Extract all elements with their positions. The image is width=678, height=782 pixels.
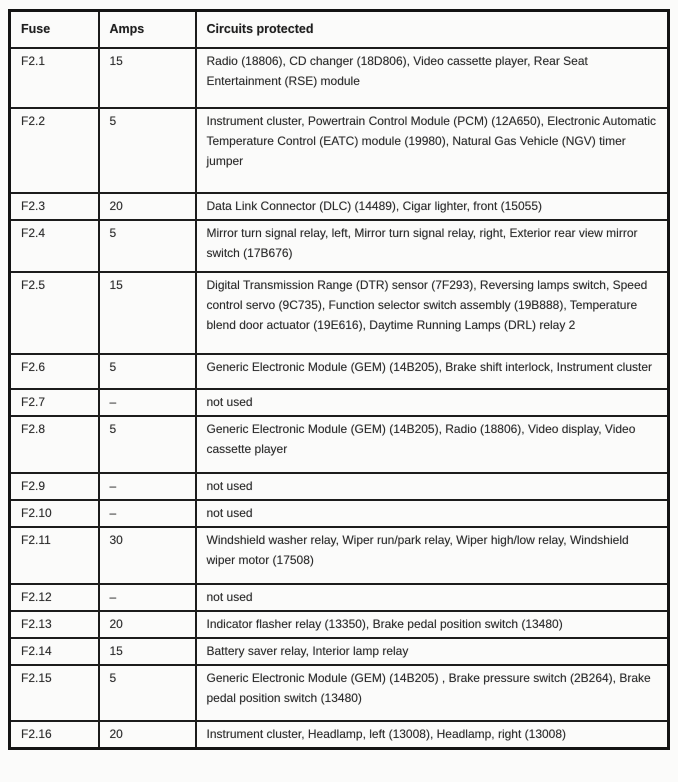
circuits-cell: Digital Transmission Range (DTR) sensor (7F293), Reversing lamps switch, Speed control servo (9C735), Function selector switch assembly (19B888), Temperature blend door actuator (19E616), Daytime Running Lamps (DRL) relay 2 (196, 272, 669, 354)
amps-cell: 5 (99, 416, 196, 473)
circuits-cell: Generic Electronic Module (GEM) (14B205), Brake shift interlock, Instrument cluster (196, 354, 669, 389)
circuits-cell: Windshield washer relay, Wiper run/park relay, Wiper high/low relay, Windshield wiper motor (17508) (196, 527, 669, 584)
table-row (10, 611, 669, 638)
amps-cell: 15 (99, 48, 196, 108)
fuse-cell: F2.14 (10, 638, 99, 665)
fuse-cell: F2.5 (10, 272, 99, 354)
fuse-cell: F2.13 (10, 611, 99, 638)
circuits-cell: Generic Electronic Module (GEM) (14B205) , Brake pressure switch (2B264), Brake pedal position switch (13480) (196, 665, 669, 721)
fuse-cell: F2.10 (10, 500, 99, 527)
fuse-cell: F2.9 (10, 473, 99, 500)
table-row (10, 638, 669, 665)
fuse-cell: F2.11 (10, 527, 99, 584)
circuits-cell: not used (196, 584, 669, 611)
table-row (10, 220, 669, 272)
fuse-cell: F2.3 (10, 193, 99, 220)
amps-cell: 5 (99, 220, 196, 272)
circuits-cell: Mirror turn signal relay, left, Mirror turn signal relay, right, Exterior rear view mirror switch (17B676) (196, 220, 669, 272)
amps-cell: – (99, 500, 196, 527)
circuits-cell: not used (196, 389, 669, 416)
table-row (10, 354, 669, 389)
amps-cell: 15 (99, 638, 196, 665)
circuits-cell: Instrument cluster, Powertrain Control Module (PCM) (12A650), Electronic Automatic Temperature Control (EATC) module (19980), Natural Gas Vehicle (NGV) timer jumper (196, 108, 669, 193)
table-row (10, 193, 669, 220)
fuse-cell: F2.1 (10, 48, 99, 108)
table-row (10, 500, 669, 527)
amps-cell: 5 (99, 665, 196, 721)
amps-cell: 5 (99, 354, 196, 389)
fuse-cell: F2.7 (10, 389, 99, 416)
amps-cell: 20 (99, 193, 196, 220)
circuits-cell: Data Link Connector (DLC) (14489), Cigar lighter, front (15055) (196, 193, 669, 220)
circuits-cell: Indicator flasher relay (13350), Brake pedal position switch (13480) (196, 611, 669, 638)
col-header-amps: Amps (99, 11, 196, 49)
table-row (10, 272, 669, 354)
table-row (10, 416, 669, 473)
fuse-table-body (10, 48, 669, 749)
circuits-cell: Generic Electronic Module (GEM) (14B205), Radio (18806), Video display, Video cassette player (196, 416, 669, 473)
table-row (10, 473, 669, 500)
table-row (10, 527, 669, 584)
fuse-cell: F2.16 (10, 721, 99, 749)
fuse-cell: F2.12 (10, 584, 99, 611)
circuits-cell: not used (196, 473, 669, 500)
amps-cell: 5 (99, 108, 196, 193)
col-header-circuits: Circuits protected (196, 11, 669, 49)
fuse-cell: F2.15 (10, 665, 99, 721)
table-row (10, 721, 669, 749)
col-header-fuse: Fuse (10, 11, 99, 49)
table-row (10, 48, 669, 108)
circuits-cell: Radio (18806), CD changer (18D806), Video cassette player, Rear Seat Entertainment (RSE) module (196, 48, 669, 108)
amps-cell: – (99, 389, 196, 416)
fuse-cell: F2.4 (10, 220, 99, 272)
amps-cell: – (99, 473, 196, 500)
fuse-table (8, 9, 670, 750)
fuse-cell: F2.8 (10, 416, 99, 473)
circuits-cell: Instrument cluster, Headlamp, left (13008), Headlamp, right (13008) (196, 721, 669, 749)
circuits-cell: Battery saver relay, Interior lamp relay (196, 638, 669, 665)
fuse-cell: F2.6 (10, 354, 99, 389)
table-row (10, 108, 669, 193)
amps-cell: 15 (99, 272, 196, 354)
table-row (10, 389, 669, 416)
amps-cell: 30 (99, 527, 196, 584)
amps-cell: 20 (99, 721, 196, 749)
fuse-cell: F2.2 (10, 108, 99, 193)
amps-cell: – (99, 584, 196, 611)
circuits-cell: not used (196, 500, 669, 527)
amps-cell: 20 (99, 611, 196, 638)
table-row (10, 665, 669, 721)
header-row (10, 11, 669, 49)
table-row (10, 584, 669, 611)
